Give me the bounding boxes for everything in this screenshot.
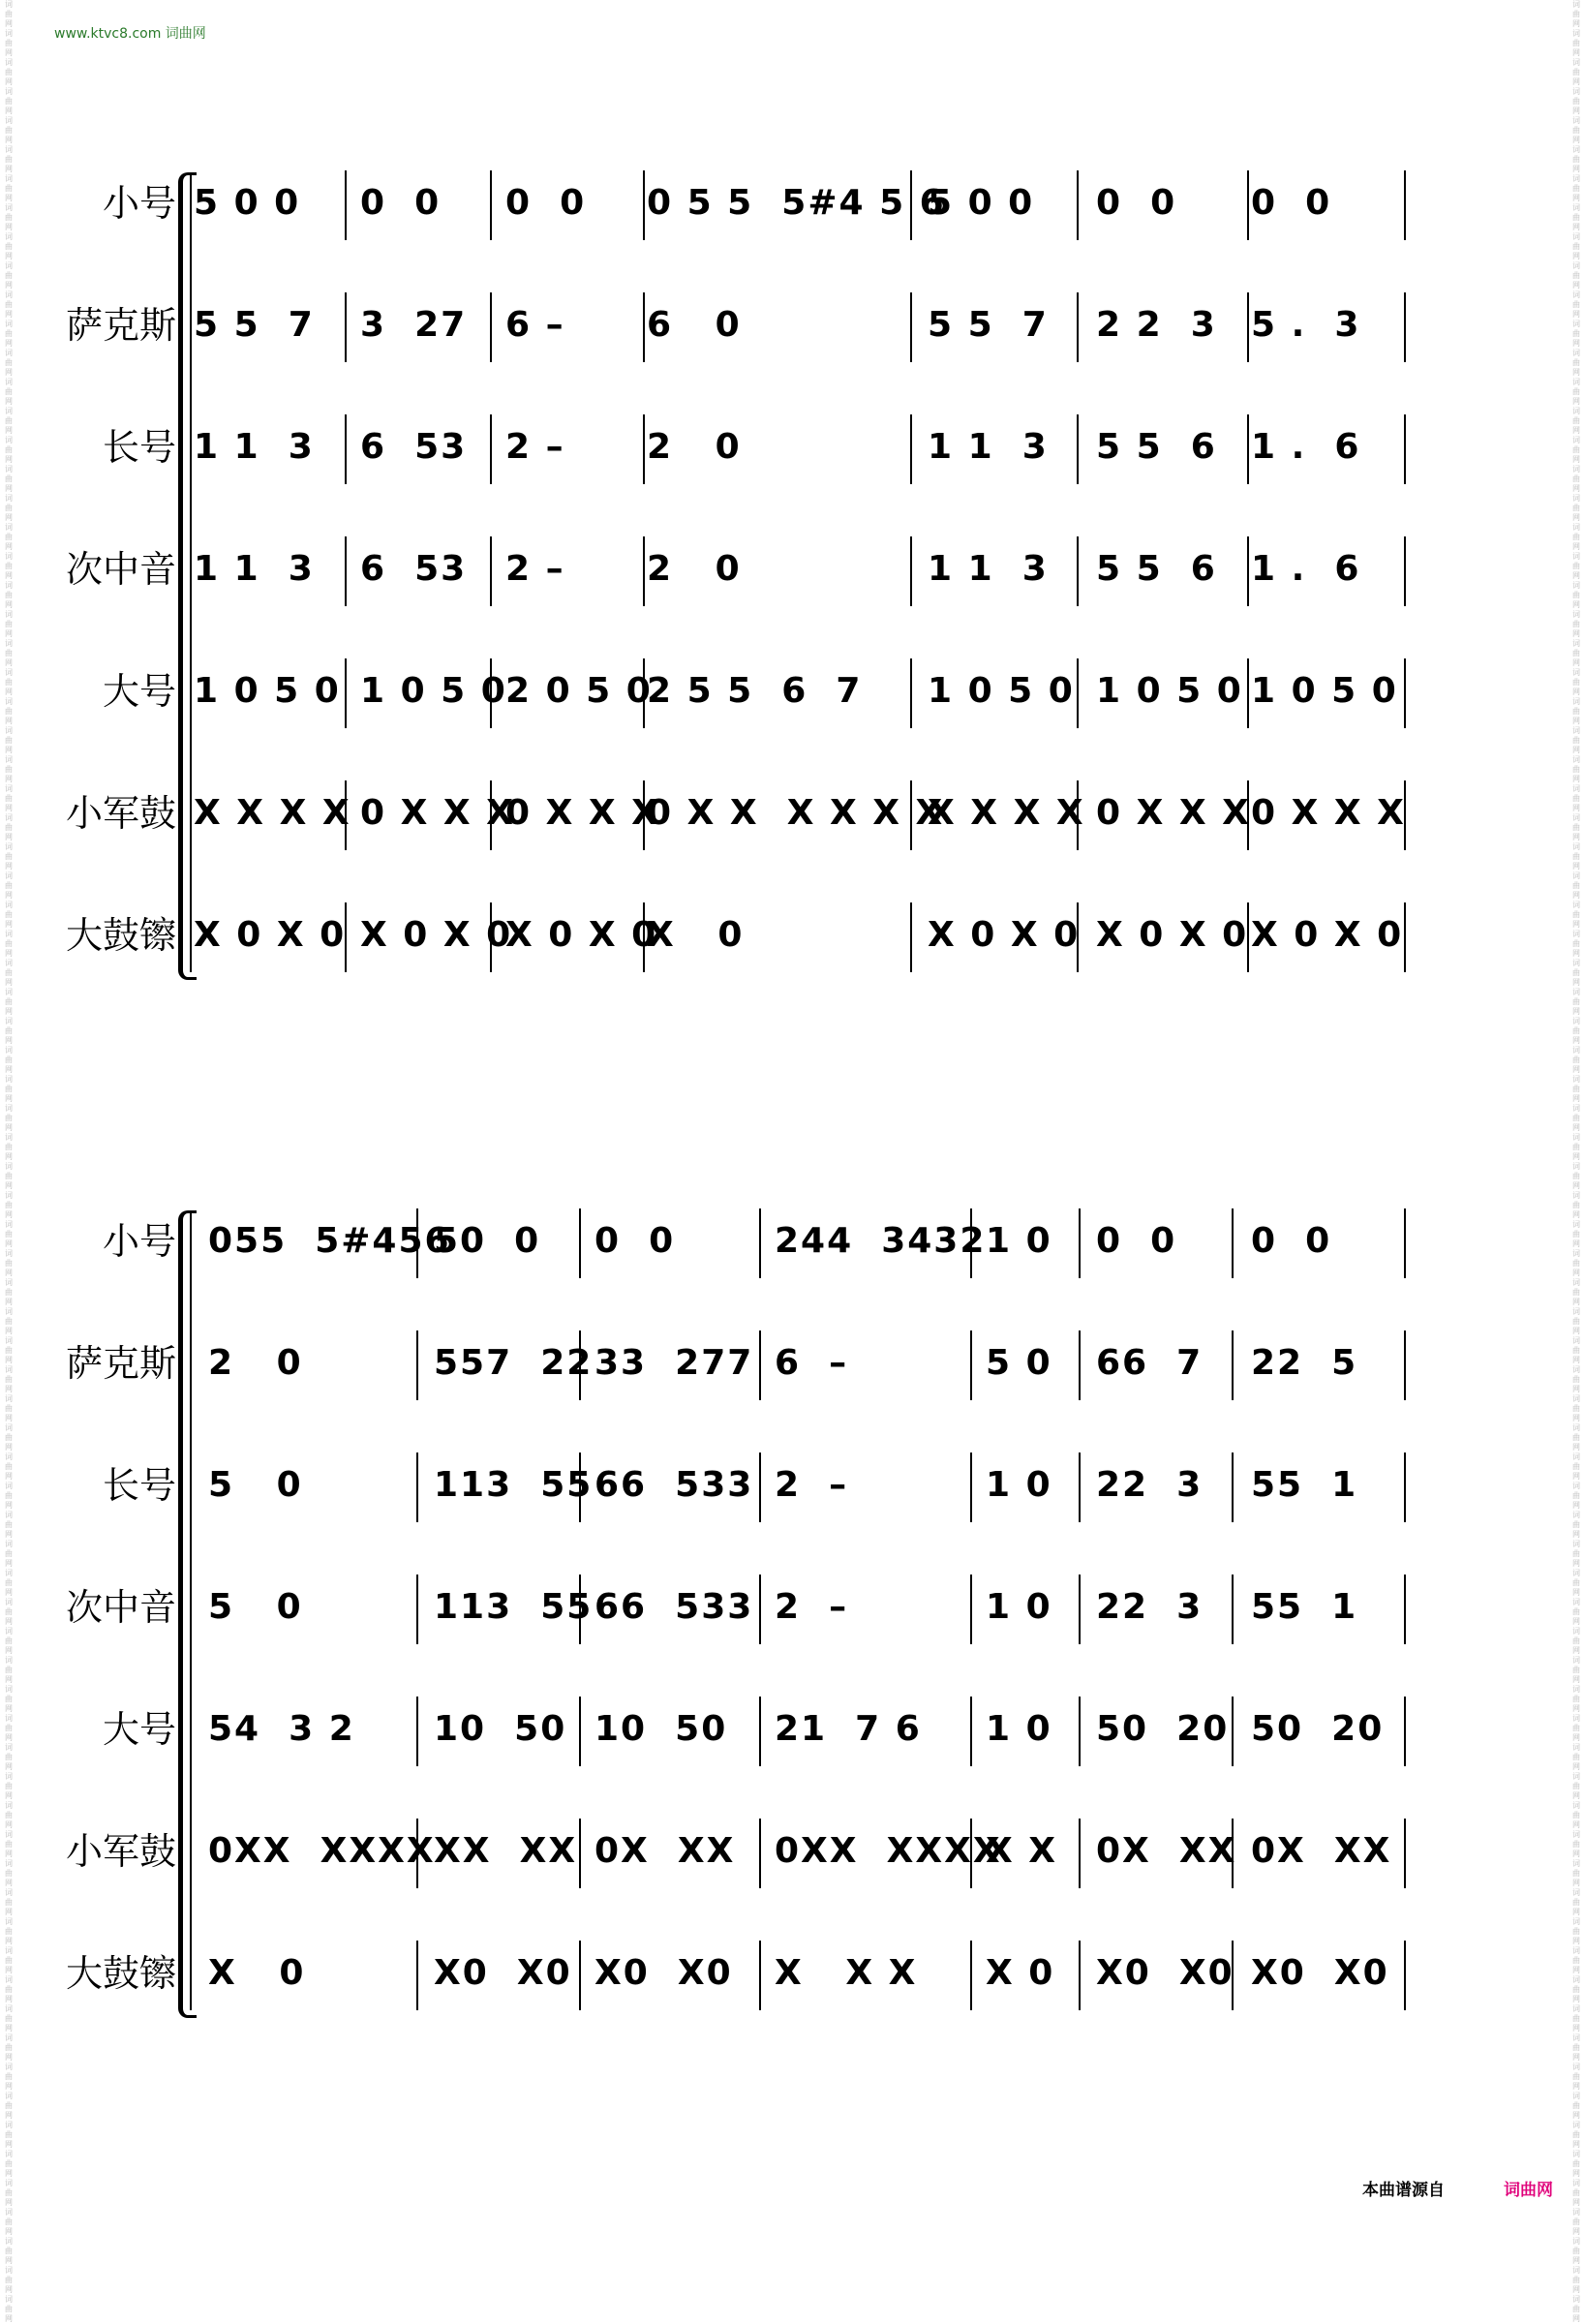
barline xyxy=(1077,536,1079,606)
measure-notation: 5 0 xyxy=(986,1343,1052,1383)
barline xyxy=(1247,658,1249,728)
measure-notation: 6 53 xyxy=(360,427,468,467)
measure-notation: 5 5 7 xyxy=(928,305,1049,345)
measure-notation: 055 5#456 xyxy=(208,1221,451,1261)
barline xyxy=(759,1208,761,1278)
instrument-label: 长号 xyxy=(102,426,176,469)
measure-notation: 0 X X X xyxy=(505,793,660,833)
barline xyxy=(1404,1575,1406,1644)
measure-notation: 0 5 5 5#4 5 6 xyxy=(647,183,946,223)
measure-notation: 1 1 3 xyxy=(928,427,1049,467)
barline xyxy=(970,1452,972,1522)
measure-notation: 0 0 xyxy=(1096,183,1177,223)
barline xyxy=(1404,658,1406,728)
system-bracket-line xyxy=(190,1212,192,2010)
barline xyxy=(1404,536,1406,606)
barline xyxy=(759,1575,761,1644)
measure-notation: 0 0 xyxy=(505,183,587,223)
measure-notation: 2 5 5 6 7 xyxy=(647,671,863,711)
barline xyxy=(1404,902,1406,972)
barline xyxy=(1247,292,1249,362)
barline xyxy=(970,1941,972,2010)
measure-notation: 1 0 5 0 xyxy=(360,671,507,711)
barline xyxy=(416,1697,418,1766)
measure-notation: 1 0 xyxy=(986,1587,1052,1627)
barline xyxy=(345,536,347,606)
measure-notation: 0XX XXXX xyxy=(208,1831,436,1871)
measure-notation: 1 1 3 xyxy=(194,427,315,467)
barline xyxy=(1404,1941,1406,2010)
measure-notation: 1 0 xyxy=(986,1465,1052,1505)
measure-notation: 2 – xyxy=(775,1465,849,1505)
measure-notation: 55 1 xyxy=(1251,1587,1358,1627)
measure-notation: X 0 X 0 xyxy=(928,915,1081,955)
measure-notation: 66 7 xyxy=(1096,1343,1204,1383)
measure-notation: X 0 X 0 xyxy=(1096,915,1249,955)
barline xyxy=(970,1575,972,1644)
barline xyxy=(1404,170,1406,240)
measure-notation: 50 20 xyxy=(1251,1709,1385,1749)
instrument-label: 大鼓镲 xyxy=(65,1952,176,1995)
measure-notation: 5 0 0 xyxy=(194,183,301,223)
measure-notation: 5 5 6 xyxy=(1096,427,1217,467)
barline xyxy=(643,292,645,362)
barline xyxy=(1232,1330,1234,1400)
barline xyxy=(910,414,912,484)
barline xyxy=(643,536,645,606)
measure-notation: X 0 X 0 xyxy=(1251,915,1404,955)
instrument-label: 萨克斯 xyxy=(65,304,176,347)
barline xyxy=(910,536,912,606)
measure-notation: 557 22 xyxy=(434,1343,594,1383)
measure-notation: 0X XX xyxy=(594,1831,736,1871)
measure-notation: 1 1 3 xyxy=(194,549,315,589)
right-watermark-strip: 词曲网词曲网词曲网词曲网词曲网词曲网词曲网词曲网词曲网词曲网词曲网词曲网词曲网词曲网词曲网词曲网词曲网词曲网词曲网词曲网词曲网词曲网词曲网词曲网词曲网词曲网词曲网词曲网词曲网词曲网词曲网词曲网词曲网词曲网词曲网词曲网词曲网词曲网词曲网词曲网词曲网词曲网词曲网词曲网词曲网词曲网词曲网词曲网词曲网词曲网词曲网词曲网词曲网词曲网词曲网词曲网词曲网词曲网词曲网词曲网词曲网词曲网词曲网词曲网词曲网词曲网词曲网词曲网词曲网词曲网词曲网词曲网词曲网词曲网词曲网词曲网词曲网词曲网词曲网词曲网 xyxy=(1572,0,1580,2323)
measure-notation: 0 X X X X X X xyxy=(647,793,945,833)
instrument-label: 大鼓镲 xyxy=(65,914,176,957)
barline xyxy=(759,1452,761,1522)
barline xyxy=(759,1819,761,1888)
measure-notation: 2 0 xyxy=(647,549,742,589)
instrument-label: 大号 xyxy=(102,670,176,713)
measure-notation: 244 3432 xyxy=(775,1221,987,1261)
barline xyxy=(345,414,347,484)
measure-notation: 2 0 xyxy=(647,427,742,467)
measure-notation: 5 5 6 xyxy=(1096,549,1217,589)
barline xyxy=(1404,414,1406,484)
measure-notation: 10 50 xyxy=(594,1709,728,1749)
measure-notation: 2 0 5 0 xyxy=(505,671,653,711)
measure-notation: 0 0 xyxy=(594,1221,676,1261)
measure-notation: 0X XX xyxy=(1096,1831,1237,1871)
measure-notation: 5 . 3 xyxy=(1251,305,1361,345)
barline xyxy=(759,1330,761,1400)
barline xyxy=(1232,1697,1234,1766)
instrument-label: 小号 xyxy=(102,1220,176,1263)
barline xyxy=(1079,1941,1081,2010)
barline xyxy=(579,1819,581,1888)
instrument-label: 长号 xyxy=(102,1464,176,1507)
barline xyxy=(490,536,492,606)
score-system xyxy=(0,165,1585,982)
measure-notation: 66 533 xyxy=(594,1465,754,1505)
measure-notation: 2 0 xyxy=(208,1343,303,1383)
instrument-label: 小军鼓 xyxy=(65,1830,176,1873)
barline xyxy=(416,1452,418,1522)
measure-notation: X 0 X 0 xyxy=(194,915,347,955)
measure-notation: X X xyxy=(986,1831,1058,1871)
barline xyxy=(643,170,645,240)
measure-notation: 5 5 7 xyxy=(194,305,315,345)
barline xyxy=(643,414,645,484)
barline xyxy=(1404,1697,1406,1766)
measure-notation: X0 X0 xyxy=(434,1953,572,1993)
measure-notation: X X X X xyxy=(928,793,1085,833)
barline xyxy=(1079,1819,1081,1888)
measure-notation: 2 – xyxy=(505,427,565,467)
barline xyxy=(759,1697,761,1766)
barline xyxy=(759,1941,761,2010)
measure-notation: 50 0 xyxy=(434,1221,541,1261)
measure-notation: 3 27 xyxy=(360,305,468,345)
measure-notation: 5 0 xyxy=(208,1587,303,1627)
barline xyxy=(1247,170,1249,240)
footer-source-label: 本曲谱源自 xyxy=(1362,2181,1445,2200)
barline xyxy=(1232,1452,1234,1522)
measure-notation: X 0 xyxy=(986,1953,1055,1993)
barline xyxy=(1079,1330,1081,1400)
instrument-label: 小号 xyxy=(102,182,176,225)
measure-notation: X X X xyxy=(775,1953,918,1993)
barline xyxy=(1404,292,1406,362)
measure-notation: 113 55 xyxy=(434,1587,594,1627)
barline xyxy=(1079,1452,1081,1522)
measure-notation: 2 – xyxy=(505,549,565,589)
barline xyxy=(1404,1330,1406,1400)
measure-notation: 0 0 xyxy=(360,183,442,223)
measure-notation: 66 533 xyxy=(594,1587,754,1627)
measure-notation: 22 3 xyxy=(1096,1465,1204,1505)
barline xyxy=(1404,1819,1406,1888)
measure-notation: XX XX xyxy=(434,1831,578,1871)
measure-notation: 0 0 xyxy=(1251,1221,1332,1261)
barline xyxy=(1079,1208,1081,1278)
measure-notation: 6 – xyxy=(505,305,565,345)
measure-notation: X0 X0 xyxy=(594,1953,733,1993)
measure-notation: 0 X X X xyxy=(1251,793,1406,833)
barline xyxy=(910,292,912,362)
measure-notation: 1 . 6 xyxy=(1251,427,1361,467)
measure-notation: 22 3 xyxy=(1096,1587,1204,1627)
measure-notation: 1 1 3 xyxy=(928,549,1049,589)
measure-notation: 0 0 xyxy=(1251,183,1332,223)
measure-notation: 1 0 5 0 xyxy=(194,671,341,711)
barline xyxy=(1077,658,1079,728)
measure-notation: X 0 xyxy=(647,915,745,955)
measure-notation: 1 0 5 0 xyxy=(1251,671,1398,711)
measure-notation: 0 X X X xyxy=(1096,793,1251,833)
instrument-label: 大号 xyxy=(102,1708,176,1751)
barline xyxy=(345,658,347,728)
barline xyxy=(1404,1452,1406,1522)
barline xyxy=(416,1330,418,1400)
measure-notation: 0X XX xyxy=(1251,1831,1392,1871)
measure-notation: 113 55 xyxy=(434,1465,594,1505)
instrument-label: 次中音 xyxy=(65,1586,176,1629)
barline xyxy=(416,1941,418,2010)
instrument-label: 次中音 xyxy=(65,548,176,591)
measure-notation: 0 X X X xyxy=(360,793,515,833)
barline xyxy=(1247,536,1249,606)
measure-notation: 54 3 2 xyxy=(208,1709,355,1749)
measure-notation: 21 7 6 xyxy=(775,1709,922,1749)
barline xyxy=(1247,414,1249,484)
measure-notation: 0XX XXXX xyxy=(775,1831,1002,1871)
barline xyxy=(1079,1575,1081,1644)
system-bracket-line xyxy=(190,174,192,972)
measure-notation: 1 . 6 xyxy=(1251,549,1361,589)
barline xyxy=(1079,1697,1081,1766)
measure-notation: X X X X xyxy=(194,793,351,833)
barline xyxy=(1077,414,1079,484)
measure-notation: 1 0 xyxy=(986,1221,1052,1261)
barline xyxy=(910,902,912,972)
measure-notation: X0 X0 xyxy=(1251,1953,1389,1993)
barline xyxy=(910,658,912,728)
measure-notation: 0 0 xyxy=(1096,1221,1177,1261)
measure-notation: 22 5 xyxy=(1251,1343,1358,1383)
barline xyxy=(579,1208,581,1278)
barline xyxy=(970,1330,972,1400)
measure-notation: 2 2 3 xyxy=(1096,305,1217,345)
measure-notation: 2 – xyxy=(775,1587,849,1627)
measure-notation: 6 0 xyxy=(647,305,742,345)
measure-notation: 6 53 xyxy=(360,549,468,589)
barline xyxy=(1077,170,1079,240)
measure-notation: 1 0 xyxy=(986,1709,1052,1749)
measure-notation: 1 0 5 0 xyxy=(1096,671,1243,711)
barline xyxy=(1077,292,1079,362)
barline xyxy=(490,414,492,484)
barline xyxy=(579,1941,581,2010)
left-watermark-strip: 词曲网词曲网词曲网词曲网词曲网词曲网词曲网词曲网词曲网词曲网词曲网词曲网词曲网词曲网词曲网词曲网词曲网词曲网词曲网词曲网词曲网词曲网词曲网词曲网词曲网词曲网词曲网词曲网词曲网词曲网词曲网词曲网词曲网词曲网词曲网词曲网词曲网词曲网词曲网词曲网词曲网词曲网词曲网词曲网词曲网词曲网词曲网词曲网词曲网词曲网词曲网词曲网词曲网词曲网词曲网词曲网词曲网词曲网词曲网词曲网词曲网词曲网词曲网词曲网词曲网词曲网词曲网词曲网词曲网词曲网词曲网词曲网词曲网词曲网词曲网词曲网词曲网词曲网词曲网词曲网 xyxy=(5,0,13,2323)
barline xyxy=(416,1575,418,1644)
measure-notation: 6 – xyxy=(775,1343,849,1383)
measure-notation: X 0 X 0 xyxy=(505,915,658,955)
header-site-url: www.ktvc8.com 词曲网 xyxy=(54,26,206,42)
measure-notation: 50 20 xyxy=(1096,1709,1230,1749)
measure-notation: 55 1 xyxy=(1251,1465,1358,1505)
measure-notation: 33 277 xyxy=(594,1343,754,1383)
barline xyxy=(579,1697,581,1766)
footer-source-site[interactable]: 词曲网 xyxy=(1504,2181,1553,2200)
barline xyxy=(1232,1575,1234,1644)
instrument-label: 小军鼓 xyxy=(65,792,176,835)
score-system xyxy=(0,1203,1585,2020)
barline xyxy=(1404,1208,1406,1278)
barline xyxy=(490,292,492,362)
measure-notation: 1 0 5 0 xyxy=(928,671,1075,711)
measure-notation: 10 50 xyxy=(434,1709,567,1749)
barline xyxy=(345,292,347,362)
measure-notation: X 0 xyxy=(208,1953,306,1993)
measure-notation: 5 0 xyxy=(208,1465,303,1505)
barline xyxy=(1232,1208,1234,1278)
measure-notation: 5 0 0 xyxy=(928,183,1035,223)
barline xyxy=(490,170,492,240)
system-bracket xyxy=(178,1210,197,2018)
barline xyxy=(345,170,347,240)
barline xyxy=(970,1697,972,1766)
measure-notation: X0 X0 xyxy=(1096,1953,1234,1993)
measure-notation: X 0 X 0 xyxy=(360,915,513,955)
instrument-label: 萨克斯 xyxy=(65,1342,176,1385)
